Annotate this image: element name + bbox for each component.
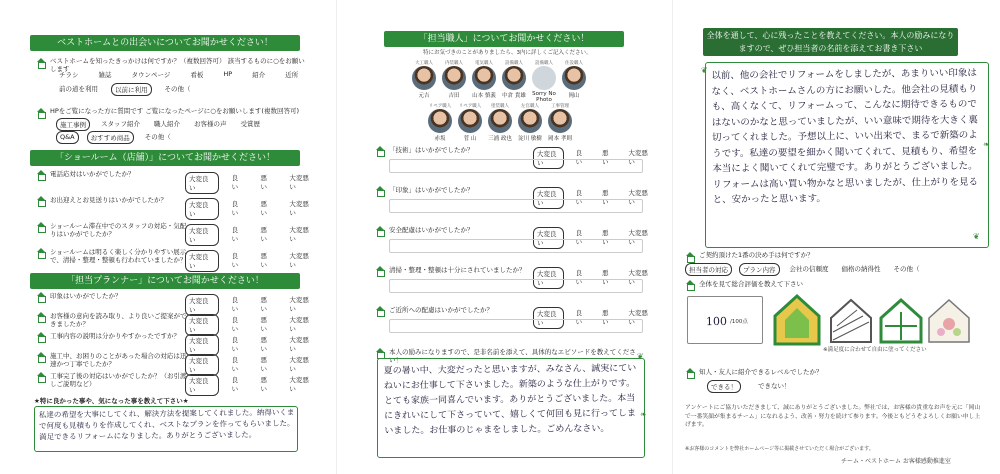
rating-question: お出迎えとお見送りはいかがでしたか？ bbox=[50, 196, 167, 204]
staff-role: 電気職人 bbox=[475, 61, 493, 66]
episode-box bbox=[377, 358, 645, 458]
staff-photo bbox=[562, 66, 586, 90]
how-found-option-3[interactable]: 看板 bbox=[190, 71, 204, 79]
comment-bracket[interactable] bbox=[389, 319, 643, 333]
staff-role: 左官職人 bbox=[521, 104, 539, 109]
rating-question: 工事内容の説明は分かりやすかったですか？ bbox=[50, 332, 180, 340]
rating-option-1[interactable]: 良い bbox=[231, 296, 239, 313]
section-planner-header: 「担当プランナー」についてお聞かせください！ bbox=[30, 273, 300, 289]
rating-option-1[interactable]: 良い bbox=[575, 149, 583, 166]
question-hp-pages: HPをご覧になった方に質問です ご覧になったページに○をお願いします(複数回答可) bbox=[50, 107, 299, 115]
staff-name: 元吉 bbox=[418, 93, 430, 99]
rating-option-3[interactable]: 大変悪い bbox=[289, 252, 309, 269]
rating-options bbox=[185, 224, 318, 246]
staff-photo bbox=[442, 66, 466, 90]
how-found-option-1[interactable]: 雑誌 bbox=[98, 71, 112, 79]
staff-name: 山本 慎義 bbox=[472, 93, 496, 99]
episode-label: 本人の励みになりますので、是非名前を添えて、具体的なエピソードを教えてください！ bbox=[389, 348, 636, 364]
rating-option-2[interactable]: 悪い bbox=[602, 309, 609, 326]
house-icon bbox=[685, 280, 695, 290]
rating-option-2[interactable]: 悪い bbox=[602, 149, 609, 166]
staff-card bbox=[457, 103, 483, 142]
house-icon bbox=[36, 170, 46, 180]
refer-option-no[interactable]: できない！ bbox=[758, 382, 791, 390]
rating-option-3[interactable]: 大変悪い bbox=[289, 316, 309, 333]
rating-option-3[interactable]: 大変悪い bbox=[289, 174, 309, 191]
house-color-note: ※満足度に合わせて自由に塗ってください bbox=[823, 347, 927, 353]
staff-name: 中倉 貴雄 bbox=[502, 93, 526, 99]
staff-card bbox=[517, 103, 543, 142]
craft-question: 安全配慮はいかがでしたか？ bbox=[389, 226, 474, 234]
staff-card bbox=[501, 60, 527, 99]
house-icon bbox=[375, 348, 385, 358]
vine-decoration-icon: ❦ bbox=[701, 66, 708, 75]
comment-bracket[interactable] bbox=[389, 239, 643, 253]
contract-option-4[interactable]: その他（ bbox=[893, 265, 920, 273]
staff-card bbox=[487, 103, 513, 142]
contract-options bbox=[685, 263, 923, 276]
p1-comment-box bbox=[34, 406, 298, 452]
rating-question: 工事完了後の対応はいかがでしたか？（お引渡しご説明など） bbox=[50, 372, 187, 388]
how-found-option-5[interactable]: 紹介 bbox=[252, 71, 266, 79]
rating-option-0[interactable]: 大変良い bbox=[185, 198, 219, 220]
rating-option-2[interactable]: 悪い bbox=[260, 316, 267, 333]
house-icon bbox=[375, 186, 385, 196]
rating-option-2[interactable]: 悪い bbox=[260, 226, 267, 243]
hp-pages-options-row1 bbox=[56, 118, 263, 131]
rating-option-3[interactable]: 大変悪い bbox=[289, 376, 309, 393]
option-road[interactable]: 前の道を利用 bbox=[59, 85, 98, 93]
rating-question: ショールーム滞在中でのスタッフの対応・気配りはいかがでしたか？ bbox=[50, 222, 187, 238]
contract-option-0[interactable]: 担当者の対応 bbox=[685, 263, 732, 276]
staff-role: 住設職人 bbox=[565, 61, 583, 66]
vine-decoration-icon: ❦ bbox=[973, 232, 980, 241]
overall-comment-box bbox=[705, 62, 989, 248]
rating-option-3[interactable]: 大変悪い bbox=[289, 336, 309, 353]
rating-option-3[interactable]: 大変悪い bbox=[628, 149, 648, 166]
craft-question: 清掃・整理・整頓は十分にされていましたか？ bbox=[389, 266, 526, 274]
rating-options bbox=[185, 374, 318, 396]
staff-name: Sorry No Photo bbox=[532, 91, 556, 103]
staff-card bbox=[411, 60, 437, 99]
staff-card bbox=[561, 60, 587, 99]
staff-role: 設備職人 bbox=[535, 61, 553, 66]
staff-name: 赤坂 bbox=[434, 136, 446, 142]
rating-option-0[interactable]: 大変良い bbox=[185, 334, 219, 356]
craft-question: 「技術」はいかがでしたか？ bbox=[389, 146, 474, 154]
house-icon bbox=[36, 108, 46, 118]
staff-name: 淀川 敏樹 bbox=[518, 136, 542, 142]
rating-options bbox=[185, 314, 318, 336]
rating-option-0[interactable]: 大変良い bbox=[185, 354, 219, 376]
rating-option-1[interactable]: 良い bbox=[231, 174, 239, 191]
house-icon bbox=[685, 252, 695, 262]
contract-option-1[interactable]: プラン内容 bbox=[739, 263, 780, 276]
rating-option-1[interactable]: 良い bbox=[575, 269, 583, 286]
rating-options bbox=[185, 294, 318, 316]
staff-name: 岡本 孝則 bbox=[548, 136, 572, 142]
question-how-found: ベストホームを知ったきっかけは何ですか？（複数回答可） 該当するものに○をお願いします bbox=[50, 57, 305, 73]
overall-header: 全体を通して、心に残ったことを教えてください。本人の励みになりますので、ぜひ担当者の名前を添えてお書き下さい bbox=[703, 28, 958, 56]
house-icon bbox=[36, 58, 46, 68]
staff-photo bbox=[532, 66, 556, 90]
house-icon bbox=[36, 292, 46, 302]
staff-photo bbox=[502, 66, 526, 90]
house-icon bbox=[36, 332, 46, 342]
rating-option-3[interactable]: 大変悪い bbox=[289, 356, 309, 373]
how-found-option-2[interactable]: タウンページ bbox=[131, 71, 171, 79]
staff-name: 吉田 bbox=[448, 93, 460, 99]
house-icon bbox=[36, 248, 46, 258]
rating-option-1[interactable]: 良い bbox=[231, 356, 239, 373]
rating-question: 施工中、お困りのことがあった場合の対応は迅速かつ丁寧でしたか？ bbox=[50, 352, 187, 368]
hp-page-option-b-0[interactable]: Q&A bbox=[56, 131, 79, 144]
staff-name: 三浦 政也 bbox=[488, 136, 512, 142]
refer-option-yes[interactable]: できる！ bbox=[707, 380, 741, 393]
rating-option-2[interactable]: 悪い bbox=[602, 269, 609, 286]
rating-option-3[interactable]: 大変悪い bbox=[628, 189, 648, 206]
house-icon bbox=[375, 306, 385, 316]
staff-photo bbox=[548, 109, 572, 133]
vine-decoration-icon: ❦ bbox=[637, 352, 644, 361]
how-found-options-row1 bbox=[56, 69, 301, 80]
rating-option-2[interactable]: 悪い bbox=[602, 229, 609, 246]
house-icon bbox=[36, 222, 46, 232]
house-icon bbox=[36, 196, 46, 206]
craftsman-header: 「担当職人」についてお聞かせください！ bbox=[384, 31, 624, 47]
house-icon bbox=[375, 226, 385, 236]
craft-question: 「印象」はいかがでしたか？ bbox=[389, 186, 474, 194]
comment-bracket[interactable] bbox=[389, 279, 643, 293]
rating-option-0[interactable]: 大変良い bbox=[533, 307, 564, 329]
staff-name: 岡山 bbox=[568, 93, 580, 99]
contract-question: ご契約頂けた1番の決め手は何ですか？ bbox=[699, 251, 814, 259]
hp-pages-options-row2 bbox=[56, 131, 174, 144]
staff-card bbox=[441, 60, 467, 99]
staff-photo bbox=[428, 109, 452, 133]
rating-question: お客様の意向を読み取り、より良いご提案ができましたか？ bbox=[50, 312, 187, 328]
house-icon bbox=[685, 368, 695, 378]
comment-bracket[interactable] bbox=[389, 199, 643, 213]
rating-option-2[interactable]: 悪い bbox=[260, 376, 267, 393]
rating-option-3[interactable]: 大変悪い bbox=[289, 200, 309, 217]
staff-role: リペア職人 bbox=[428, 104, 452, 109]
staff-name: 菅 山 bbox=[463, 136, 477, 142]
staff-photo bbox=[458, 109, 482, 133]
rating-option-1[interactable]: 良い bbox=[231, 226, 239, 243]
score-value: 100 bbox=[705, 314, 728, 329]
rating-option-0[interactable]: 大変良い bbox=[185, 294, 219, 316]
rating-option-3[interactable]: 大変悪い bbox=[289, 296, 309, 313]
rating-options bbox=[185, 250, 318, 272]
craftsman-subtitle: 特にお気づきのことがありましたら、3内に詳しくご記入ください。 bbox=[423, 50, 592, 56]
hp-page-option-3[interactable]: お客様の声 bbox=[194, 120, 227, 128]
option-previous-use[interactable]: 以前に利用 bbox=[111, 83, 152, 96]
p1-handwritten-comment: 私達の希望を大事にしてくれ、解決方法を提案してくれました。納得いくまで何度も見積もりを作成してくれ、ベストなプランを作ってもらいました。満足できるリフォームになりました。ありがとうございました。 bbox=[38, 407, 295, 442]
hp-page-option-b-1[interactable]: おすすめ商品 bbox=[87, 131, 134, 144]
craft-question: ご近所への配慮はいかがでしたか？ bbox=[389, 306, 493, 314]
hp-page-option-1[interactable]: スタッフ紹介 bbox=[101, 120, 140, 128]
hp-page-option-0[interactable]: 施工事例 bbox=[56, 118, 90, 131]
rating-option-1[interactable]: 良い bbox=[575, 229, 583, 246]
option-other[interactable]: その他（ bbox=[164, 85, 191, 93]
house-icon bbox=[36, 312, 46, 322]
thanks-message: アンケートにご協力いただきまして、誠にありがとうございました。弊社では、お客様の貴重なお声を元に「岡山で一番笑顔が集まるチーム」になれるよう、改善・努力を続けて参ります。今後ともどうぞよろしくお願い申し上げます。 bbox=[685, 405, 981, 428]
rating-option-1[interactable]: 良い bbox=[231, 316, 239, 333]
staff-photo bbox=[412, 66, 436, 90]
contract-option-3[interactable]: 価格の納得性 bbox=[841, 265, 881, 273]
rating-options bbox=[185, 172, 318, 194]
house-icon bbox=[36, 352, 46, 362]
how-found-option-4[interactable]: HP bbox=[223, 70, 233, 78]
rating-option-0[interactable]: 大変良い bbox=[185, 172, 219, 194]
comment-bracket[interactable] bbox=[389, 159, 643, 173]
how-found-option-0[interactable]: チラシ bbox=[59, 71, 79, 79]
rating-option-1[interactable]: 良い bbox=[231, 252, 239, 269]
score-unit: /100点 bbox=[730, 319, 748, 325]
rating-options bbox=[185, 334, 318, 356]
rating-question: 電話応対はいかがでしたか？ bbox=[50, 170, 135, 178]
refer-options bbox=[707, 380, 794, 393]
staff-role: 工事管理 bbox=[551, 104, 569, 109]
house-outline-icon bbox=[881, 300, 921, 342]
staff-card bbox=[547, 103, 573, 142]
house-icon bbox=[375, 146, 385, 156]
rating-option-1[interactable]: 良い bbox=[575, 309, 583, 326]
staff-role: 大工職人 bbox=[415, 61, 433, 66]
rating-option-3[interactable]: 大変悪い bbox=[628, 269, 648, 286]
rating-option-3[interactable]: 大変悪い bbox=[628, 309, 648, 326]
hp-page-option-2[interactable]: 職人紹介 bbox=[154, 120, 180, 128]
rating-option-0[interactable]: 大変良い bbox=[185, 374, 219, 396]
staff-role: 内装職人 bbox=[445, 61, 463, 66]
section-encounter-header: ベストホームとの出会いについてお聞かせください！ bbox=[30, 35, 300, 51]
staff-card bbox=[531, 60, 557, 103]
rating-question: ショールームは明るく楽しく分かりやすい展示で、清掃・整理・整頓も行われていましたか？ bbox=[50, 248, 187, 264]
rating-options bbox=[185, 354, 318, 376]
rating-option-0[interactable]: 大変良い bbox=[185, 250, 219, 272]
house-hatched-icon bbox=[831, 300, 871, 342]
vine-decoration-icon: ❧ bbox=[983, 140, 990, 149]
hp-page-option-4[interactable]: 受賞歴 bbox=[240, 120, 260, 128]
rating-option-0[interactable]: 大変良い bbox=[533, 147, 564, 169]
rating-option-0[interactable]: 大変良い bbox=[185, 314, 219, 336]
signature: チーム・ベストホーム お客様感動推進室 bbox=[841, 458, 951, 465]
rating-option-2[interactable]: 悪い bbox=[260, 356, 267, 373]
rating-option-0[interactable]: 大変良い bbox=[533, 227, 564, 249]
how-found-option-6[interactable]: 近所 bbox=[285, 71, 299, 79]
house-rating-graphics bbox=[771, 292, 971, 348]
rating-option-3[interactable]: 大変悪い bbox=[289, 226, 309, 243]
staff-card bbox=[471, 60, 497, 99]
house-filled-icon bbox=[775, 296, 819, 344]
rating-option-2[interactable]: 悪い bbox=[260, 296, 267, 313]
survey-panel-middle bbox=[336, 0, 654, 474]
rating-option-2[interactable]: 悪い bbox=[602, 189, 609, 206]
staff-photo bbox=[472, 66, 496, 90]
score-box[interactable] bbox=[687, 296, 763, 344]
how-found-options-row2 bbox=[56, 83, 194, 96]
rating-option-1[interactable]: 良い bbox=[575, 189, 583, 206]
vine-decoration-icon: ❧ bbox=[640, 410, 647, 419]
staff-photo bbox=[518, 109, 542, 133]
rating-option-3[interactable]: 大変悪い bbox=[628, 229, 648, 246]
rating-option-0[interactable]: 大変良い bbox=[533, 267, 564, 289]
house-icon bbox=[36, 372, 46, 382]
staff-card bbox=[427, 103, 453, 142]
score-label: 全体を見て総合評価を教えて下さい bbox=[699, 280, 803, 288]
p1-comment-label: ★特に良かった事や、気になった事を教えて下さい★ bbox=[34, 397, 189, 405]
rating-option-2[interactable]: 悪い bbox=[260, 174, 267, 191]
episode-handwritten: 夏の暑い中、大変だったと思いますが、みなさん、誠実にていねいにお仕事して下さいました。新築のような仕上がりです。とても家族一同喜んでいます。ありがとうございました。本当にきれいにして下さっていて、嬉しくて何回も見に行ってしまいました。お仕事のじゃまをしました。ごめんなさい。 bbox=[383, 363, 637, 437]
footer-note: ※お客様のコメントを弊社ホームページ等に掲載させていただく場合がございます。 bbox=[685, 446, 874, 452]
survey-panel-right bbox=[672, 0, 1000, 474]
house-flower-icon bbox=[929, 300, 969, 342]
rating-option-1[interactable]: 良い bbox=[231, 336, 239, 353]
rating-option-2[interactable]: 悪い bbox=[260, 252, 267, 269]
section-showroom-header: 「ショールーム（店舗）」についてお聞かせください！ bbox=[30, 150, 300, 166]
rating-option-1[interactable]: 良い bbox=[231, 200, 239, 217]
rating-option-2[interactable]: 悪い bbox=[260, 336, 267, 353]
refer-question: 知人・友人に紹介できるレベルでしたか？ bbox=[699, 368, 823, 376]
staff-role: 設備職人 bbox=[505, 61, 523, 66]
overall-handwritten: 以前、他の会社でリフォームをしましたが、あまりいい印象はなく、ベストホームさんの方にお願いした。他会社の見積もりも、高くなくて、リフォームって、こんなに期待できるものではないのかなと思っていましたが、いい意味で期待を大きく裏切ってくれました。予想以上に、いい出来で、まるで新築のようです。私達の要望を細かく聞いてくれて、見積もり、希望を本当によく聞いてくれて完璧です。ありがとうございました。リフォームは高い買い物かなと思いましたが、仕上がりを見ると、安かったと思います。 bbox=[711, 67, 979, 206]
rating-option-2[interactable]: 悪い bbox=[260, 200, 267, 217]
house-icon bbox=[375, 266, 385, 276]
hp-page-option-b-2[interactable]: その他（ bbox=[144, 133, 171, 141]
rating-options bbox=[185, 198, 318, 220]
rating-option-0[interactable]: 大変良い bbox=[533, 187, 564, 209]
staff-photo bbox=[488, 109, 512, 133]
rating-option-1[interactable]: 良い bbox=[231, 376, 239, 393]
rating-question: 印象はいかがでしたか？ bbox=[50, 292, 122, 300]
staff-role: 塗装職人 bbox=[491, 104, 509, 109]
contract-option-2[interactable]: 会社の信頼度 bbox=[789, 265, 829, 273]
staff-role: リペア職人 bbox=[458, 104, 482, 109]
rating-option-0[interactable]: 大変良い bbox=[185, 224, 219, 246]
survey-panel-left bbox=[0, 0, 318, 474]
